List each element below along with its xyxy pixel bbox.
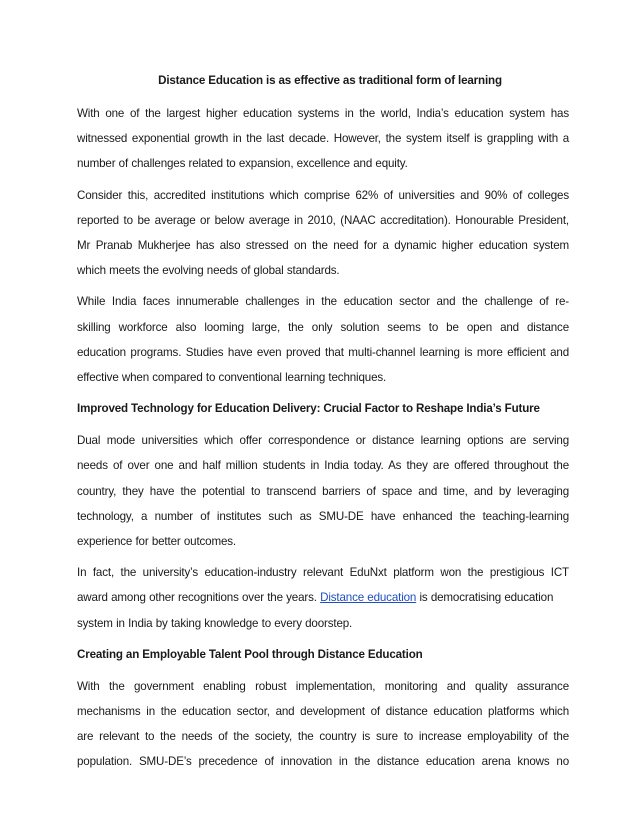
paragraph-line: effective when compared to conventional learning techniques. [77, 371, 387, 385]
paragraph-line: reported to be average or below average in 2010, (NAAC accreditation). Honourable President, [77, 213, 569, 227]
paragraph-government [77, 674, 569, 775]
document-content [77, 68, 569, 781]
paragraph-line: country, they have the potential to transcend barriers of space and time, and by leveraging [77, 484, 569, 498]
link-line-before: award among other recognitions over the years. [77, 591, 321, 605]
paragraph-line: With the government enabling robust implementation, monitoring and quality assurance [77, 679, 569, 693]
paragraph-line: In fact, the university’s education-industry relevant EduNxt platform won the prestigious ICT [77, 566, 569, 580]
paragraph-challenges [77, 289, 569, 390]
paragraph-line: skilling workforce also looming large, the only solution seems to be open and distance [77, 320, 569, 334]
paragraph-line: technology, a number of institutes such as SMU-DE have enhanced the teaching-learning [77, 509, 569, 523]
paragraph-intro [77, 101, 569, 177]
paragraph-line: are relevant to the needs of the society, the country is sure to increase employability of the [77, 730, 569, 744]
paragraph-line: Consider this, accredited institutions which comprise 62% of universities and 90% of colleges [77, 188, 569, 202]
section-heading-technology: Improved Technology for Education Delivery: Crucial Factor to Reshape India’s Future [77, 402, 540, 416]
paragraph-line: While India faces innumerable challenges in the education sector and the challenge of re- [77, 295, 569, 309]
document-title: Distance Education is as effective as traditional form of learning [158, 74, 502, 87]
paragraph-line: Mr Pranab Mukherjee has also stressed on the need for a dynamic higher education system [77, 239, 569, 253]
paragraph-edunxt [77, 560, 569, 636]
distance-education-link[interactable]: Distance education [320, 591, 417, 605]
paragraph-line: witnessed exponential growth in the last decade. However, the system itself is grappling with a [77, 132, 569, 146]
paragraph-line: Dual mode universities which offer correspondence or distance learning options are serving [77, 434, 569, 448]
link-line-after: is democratising education [416, 591, 554, 605]
paragraph-accreditation [77, 183, 569, 284]
paragraph-line: system in India by taking knowledge to every doorstep. [77, 616, 353, 630]
paragraph-line: mechanisms in the education sector, and development of distance education platforms which [77, 705, 569, 719]
paragraph-line: With one of the largest higher education systems in the world, India’s education system has [77, 107, 569, 120]
section-heading-talent-pool: Creating an Employable Talent Pool through Distance Education [77, 647, 423, 661]
paragraph-line: population. SMU-DE’s precedence of innovation in the distance education arena knows no [77, 755, 569, 769]
paragraph-dual-mode [77, 428, 569, 554]
paragraph-line: needs of over one and half million students in India today. As they are offered throughout the [77, 459, 569, 473]
paragraph-line-with-link [77, 585, 569, 610]
paragraph-line: experience for better outcomes. [77, 535, 236, 549]
paragraph-line: number of challenges related to expansion, excellence and equity. [77, 157, 408, 171]
paragraph-line: which meets the evolving needs of global standards. [77, 264, 340, 278]
paragraph-line: education programs. Studies have even proved that multi-channel learning is more efficient and [77, 345, 569, 359]
